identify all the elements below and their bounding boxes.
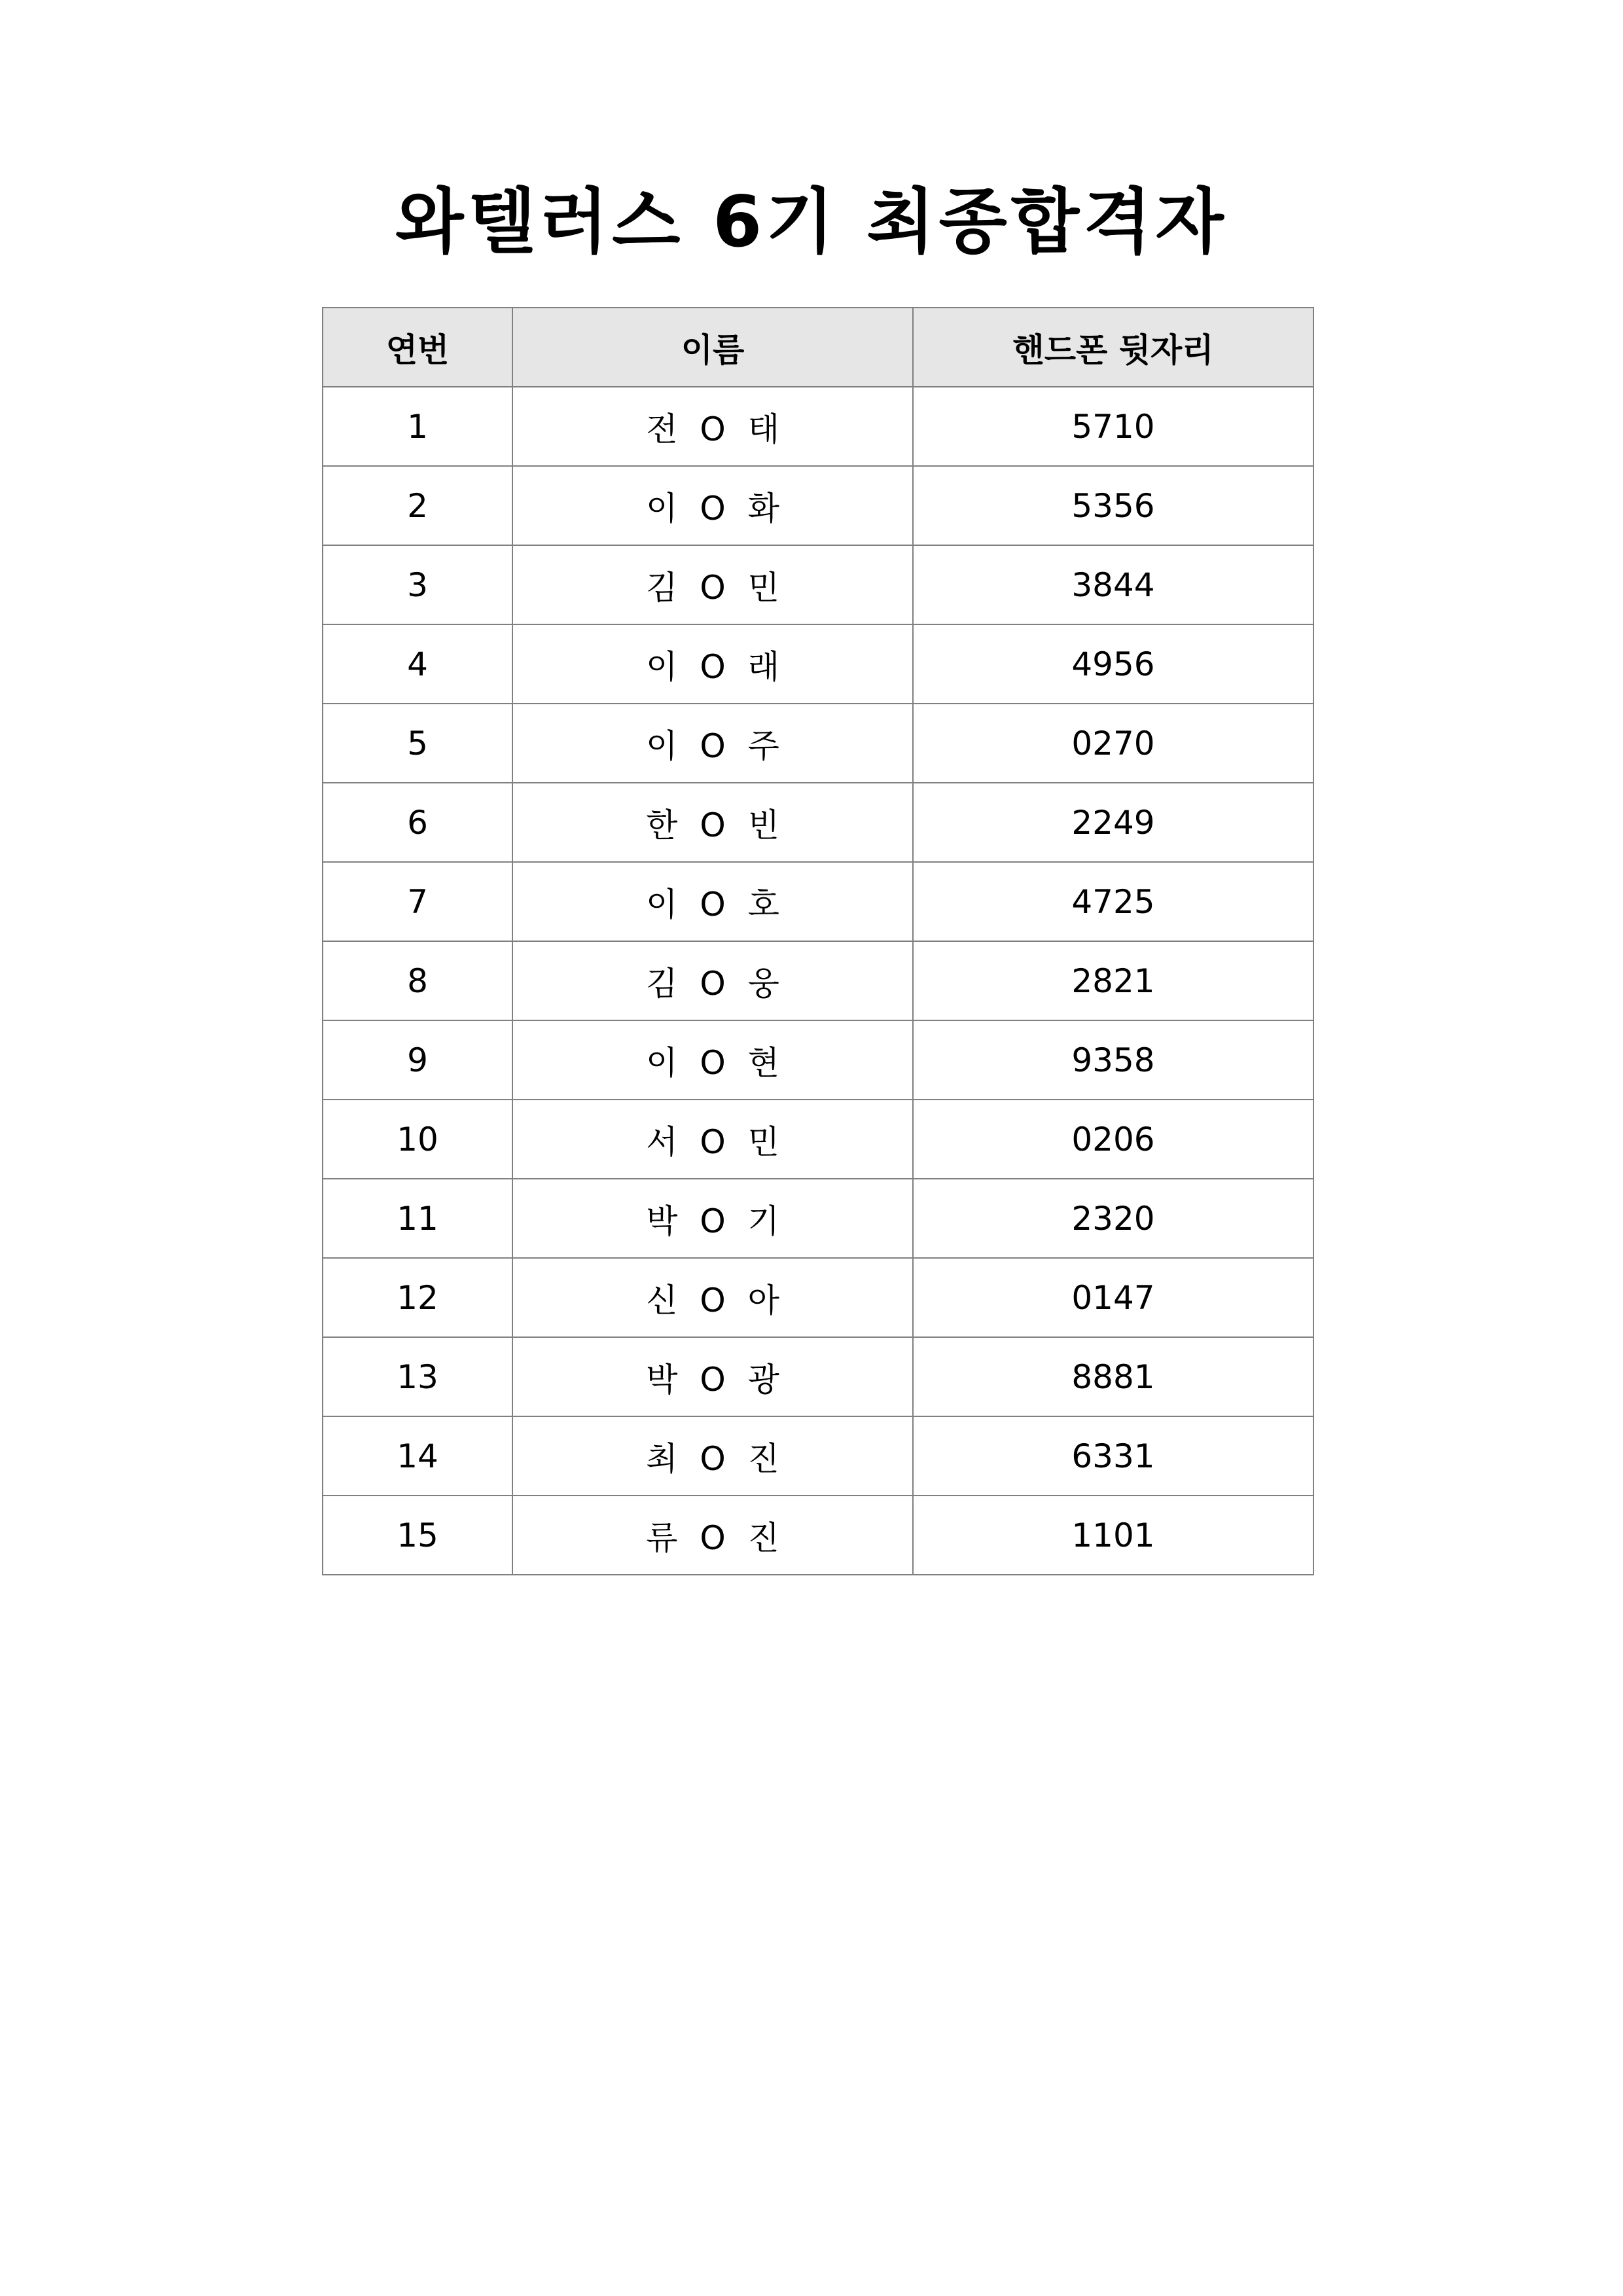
cell-name: 서 O 민 [512,1100,913,1179]
cell-phone: 9358 [913,1020,1313,1100]
page-title: 와텔러스 6기 최종합격자 [395,181,1228,263]
table-row [323,1179,1313,1258]
cell-number: 10 [323,1100,512,1179]
cell-name: 김 O 민 [512,545,913,624]
cell-name: 김 O 웅 [512,941,913,1020]
cell-name: 류 O 진 [512,1496,913,1575]
header-phone: 핸드폰 뒷자리 [913,308,1313,387]
cell-name: 전 O 태 [512,387,913,466]
cell-number: 8 [323,941,512,1020]
cell-phone: 3844 [913,545,1313,624]
cell-phone: 2320 [913,1179,1313,1258]
finalists-table [322,307,1314,1575]
table-row [323,624,1313,704]
cell-phone: 5710 [913,387,1313,466]
cell-number: 1 [323,387,512,466]
table-row [323,1020,1313,1100]
cell-number: 3 [323,545,512,624]
cell-number: 15 [323,1496,512,1575]
table-row [323,1416,1313,1496]
cell-number: 12 [323,1258,512,1337]
cell-number: 13 [323,1337,512,1416]
cell-name: 최 O 진 [512,1416,913,1496]
cell-name: 박 O 광 [512,1337,913,1416]
cell-number: 11 [323,1179,512,1258]
cell-phone: 8881 [913,1337,1313,1416]
cell-name: 한 O 빈 [512,783,913,862]
cell-name: 이 O 래 [512,624,913,704]
header-number: 연번 [323,308,512,387]
cell-phone: 1101 [913,1496,1313,1575]
table-row [323,1100,1313,1179]
cell-phone: 4956 [913,624,1313,704]
cell-number: 7 [323,862,512,941]
table-row [323,387,1313,466]
cell-number: 5 [323,704,512,783]
table-row [323,1496,1313,1575]
cell-phone: 0147 [913,1258,1313,1337]
cell-name: 이 O 주 [512,704,913,783]
cell-number: 2 [323,466,512,545]
cell-name: 이 O 화 [512,466,913,545]
cell-name: 박 O 기 [512,1179,913,1258]
table-row [323,1337,1313,1416]
cell-number: 14 [323,1416,512,1496]
cell-number: 6 [323,783,512,862]
cell-phone: 4725 [913,862,1313,941]
cell-name: 신 O 아 [512,1258,913,1337]
cell-number: 4 [323,624,512,704]
table-header-row [323,308,1313,387]
cell-phone: 2249 [913,783,1313,862]
table-row [323,783,1313,862]
table-row [323,941,1313,1020]
cell-name: 이 O 현 [512,1020,913,1100]
cell-number: 9 [323,1020,512,1100]
table-row [323,1258,1313,1337]
table-row [323,704,1313,783]
cell-phone: 0270 [913,704,1313,783]
cell-phone: 2821 [913,941,1313,1020]
cell-phone: 6331 [913,1416,1313,1496]
cell-name: 이 O 호 [512,862,913,941]
table-row [323,466,1313,545]
cell-phone: 5356 [913,466,1313,545]
header-name: 이름 [512,308,913,387]
table-row [323,862,1313,941]
cell-phone: 0206 [913,1100,1313,1179]
table-row [323,545,1313,624]
